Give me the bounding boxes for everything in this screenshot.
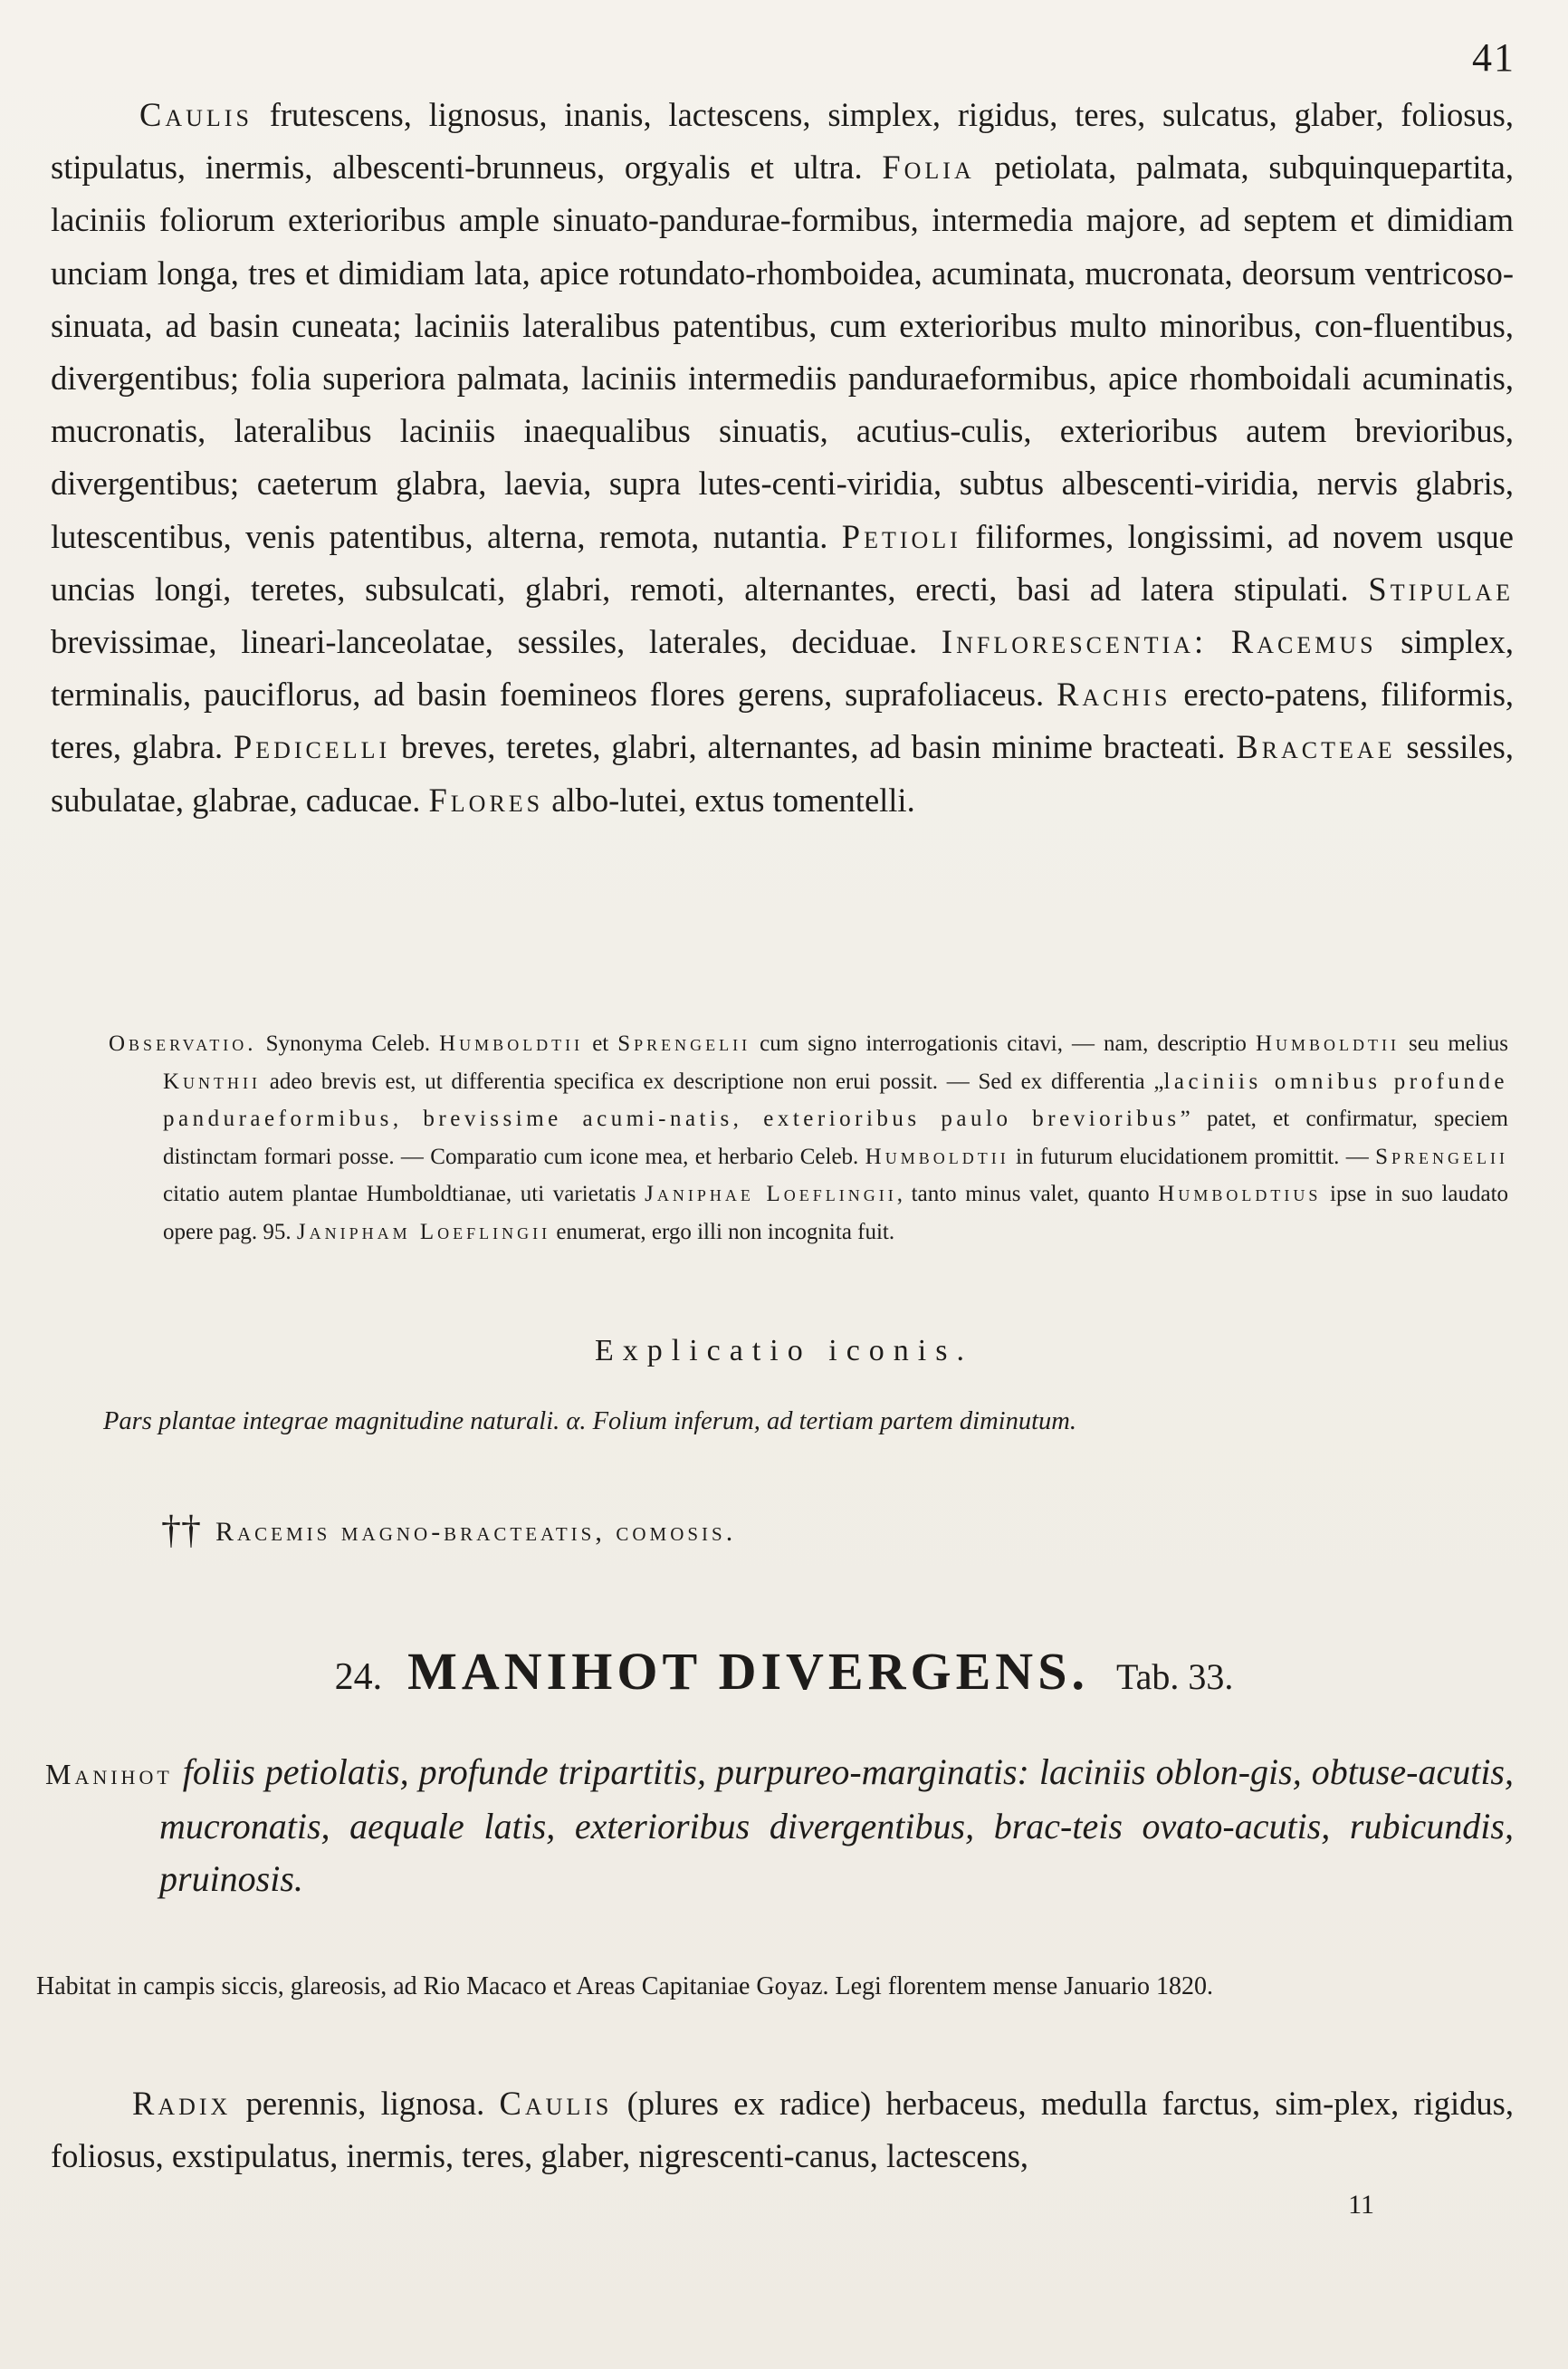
rachis-text: erecto-patens, filiformis, teres, glabra. [51,676,1515,766]
plate-reference: Tab. 33. [1115,1656,1234,1697]
radix-label: Radix [132,2085,232,2122]
radix-text: perennis, lignosa. [245,2085,485,2122]
observatio-text: citatio autem plantae Humboldtianae, uti varietatis [163,1182,636,1206]
quoted-differentia: laciniis omnibus profunde panduraeformibus, brevissime acumi-natis, exterioribus paulo brevioribus [163,1069,1509,1131]
folia-text: petiolata, palmata, subquinquepartita, laciniis foliorum exterioribus ample sinuato-pandurae-formibus, intermedia majore, ad septem et dimidiam unciam longa, tres et dimidiam lata, apice rotundato-rhomboidea, acuminata, mucronata, deorsum ventricoso-sinuata, ad basin cuneata; laciniis lateralibus patentibus, cum exterioribus multo minoribus, con-fluentibus, divergentibus; folia superiora palmata, laciniis intermediis panduraeformibus, apice rhomboidali acuminatis, mucronatis, lateralibus laciniis inaequalibus sinuatis, acutius-culis, exterioribus autem brevioribus, divergentibus; caeterum glabra, laevia, supra lutes-centi-viridia, subtus albescenti-viridia, nervis glabris, lutescentibus, venis patentibus, alterna, remota, nutantia. [51,149,1515,555]
observatio-text: enumerat, ergo illi non incognita fuit. [556,1219,895,1244]
species-number: 24. [334,1656,383,1698]
stipulae-text: brevissimae, lineari-lanceolatae, sessiles, laterales, deciduae. [51,623,918,661]
dagger-mark: †† [161,1508,201,1552]
caulis-label: Caulis [139,96,253,133]
bracteae-label: Bracteae [1236,728,1396,766]
observatio-text: Synonyma Celeb. [265,1031,431,1056]
stipulae-label: Stipulae [1368,570,1515,608]
species-name: MANIHOT DIVERGENS. [407,1642,1089,1701]
racemus-label: Racemus [1230,623,1377,661]
page-number: 41 [1472,35,1515,80]
author-name: Humboldtii [1255,1031,1400,1056]
caulis-text: (plures ex radice) herbaceus, medulla farctus, sim-plex, rigidus, foliosus, exstipulatus, inermis, teres, glaber, nigrescenti-canus, lactescens, [51,2085,1515,2174]
observatio-text: seu melius [1409,1031,1509,1056]
observatio-text: cum signo interrogationis citavi, — nam, descriptio [760,1031,1247,1056]
author-name: Humboldtii [439,1031,584,1056]
pedicelli-text: breves, teretes, glabri, alternantes, ad basin minime bracteati. [401,728,1226,766]
bracteae-text: sessiles, subulatae, glabrae, caducae. [51,728,1514,819]
species-name-ref: Janiphae Loeflingii [645,1182,897,1206]
caulis-text: frutescens, lignosus, inanis, lactescens, simplex, rigidus, teres, sulcatus, glaber, foliosus, stipulatus, inermis, albescenti-brunneus, orgyalis et ultra. [51,96,1514,187]
author-name: Humboldtii [865,1144,1009,1169]
section-label: Racemis magno-bracteatis, comosis. [215,1517,737,1547]
species-heading [0,1641,1568,1702]
observatio-text: et [592,1031,609,1056]
species-name-ref: Janipham Loeflingii [296,1219,551,1244]
rachis-label: Rachis [1056,676,1171,714]
racemus-text: simplex, terminalis, pauciflorus, ad basin foemineos flores gerens, suprafoliaceus. [51,623,1514,714]
author-name: Sprengelii [617,1031,751,1056]
inflorescentia-label: Inflorescentia: [941,623,1208,661]
author-name: Sprengelii [1375,1144,1509,1169]
observatio-text: ” patet, et confirmatur, speciem distinctam formari posse. — Comparatio cum icone mea, et herbario Celeb. [163,1107,1508,1169]
explicatio-text: Pars plantae integrae magnitudine naturali. α. Folium inferum, ad tertiam partem diminutum. [103,1407,1076,1435]
caulis-label: Caulis [499,2085,613,2122]
author-name: Humboldtius [1158,1182,1322,1206]
radix-paragraph [51,2077,1514,2182]
observatio-text: in futurum elucidationem promittit. — [1016,1144,1369,1169]
section-heading [161,1507,736,1553]
flores-label: Flores [428,781,544,819]
species-diagnosis [45,1746,1514,1905]
pedicelli-label: Pedicelli [233,728,391,766]
description-paragraph [51,89,1514,827]
observatio-text: adeo brevis est, ut differentia specifica ex descriptione non erui possit. — Sed ex differentia „ [269,1069,1164,1094]
signature-mark: 11 [1348,2190,1374,2220]
petioli-text: filiformes, longissimi, ad novem usque uncias longi, teretes, subsulcati, glabri, remoti, alternantes, erecti, basi ad latera stipulati. [51,517,1514,608]
flores-text: albo-lutei, extus tomentelli. [551,781,915,819]
observatio-text: , tanto minus valet, quanto [896,1182,1150,1206]
author-name: Kunthii [163,1069,262,1094]
diagnosis-text: foliis petiolatis, profunde tripartitis, purpureo-marginatis: laciniis oblon-gis, obtuse-acutis, mucronatis, aequale latis, exterioribus divergentibus, brac-teis ovato-acutis, rubicundis, pruinosis. [159,1751,1514,1899]
folia-label: Folia [882,149,975,187]
observatio-text: ipse in suo laudato opere pag. 95. [163,1182,1509,1244]
diagnosis-genus: Manihot [45,1758,173,1790]
observatio-paragraph [109,1025,1508,1251]
explicatio-title: Explicatio iconis. [595,1334,973,1367]
habitat-line: Habitat in campis siccis, glareosis, ad Rio Macaco et Areas Capitaniae Goyaz. Legi florentem mense Januario 1820. [36,1972,1214,2000]
observatio-label: Observatio. [109,1031,257,1056]
petioli-label: Petioli [841,517,961,555]
